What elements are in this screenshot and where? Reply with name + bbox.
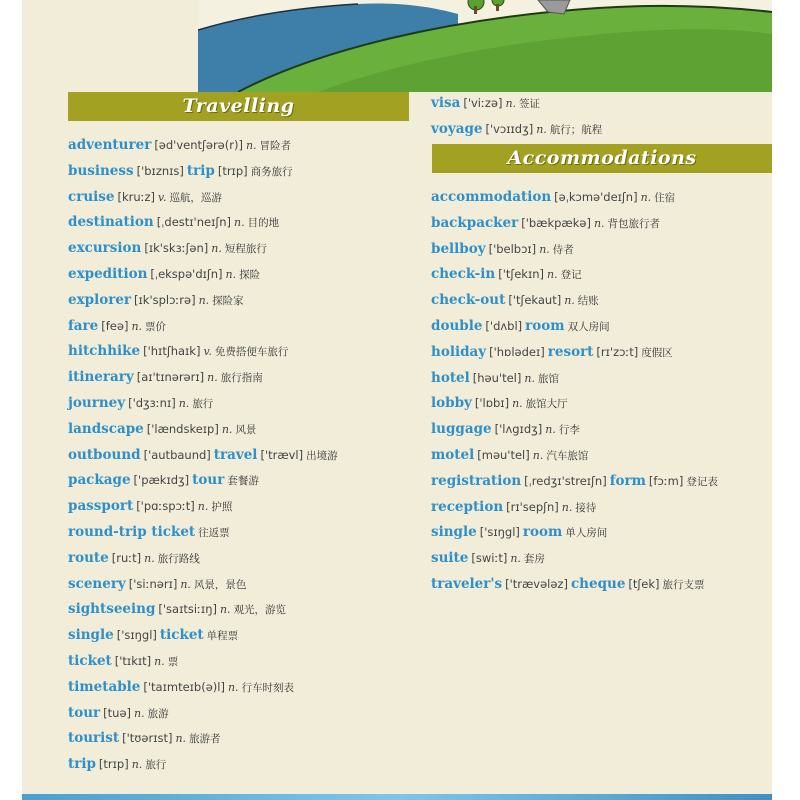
- entry-word: lobby: [431, 395, 472, 412]
- entry-part-of-speech: n.: [640, 191, 652, 204]
- entry-word: holiday: [431, 343, 487, 360]
- entry-phonetic-2: [rɪ'zɔːt]: [596, 344, 639, 359]
- section-header-accommodations: Accommodations: [432, 144, 772, 173]
- hill-illustration: [198, 0, 772, 92]
- entry-meaning: 套餐游: [227, 475, 259, 488]
- entry-word: package: [68, 472, 131, 489]
- entry-phonetic: ['dʒɜːnɪ]: [128, 396, 176, 410]
- entry-phonetic: ['bækpækə]: [521, 215, 591, 230]
- entry-phonetic: ['pækɪdʒ]: [133, 473, 190, 488]
- entry-part-of-speech: n.: [564, 294, 575, 308]
- entry-phonetic: ['bɪznɪs]: [136, 163, 184, 178]
- vocab-entry: [68, 163, 293, 180]
- section-header-travelling: Travelling: [68, 92, 409, 121]
- entry-part-of-speech: n.: [197, 500, 209, 514]
- vocab-entry: [431, 550, 545, 567]
- vocab-entry: [431, 524, 607, 541]
- entry-meaning: 行车时刻表: [241, 681, 295, 694]
- entry-phonetic: ['dʌbl]: [485, 319, 523, 333]
- entry-word-2: travel: [213, 446, 258, 463]
- entry-meaning: 票: [167, 656, 179, 668]
- entry-word: round-trip ticket: [68, 524, 196, 540]
- entry-word: outbound: [68, 446, 141, 463]
- entry-meaning: 风景: [235, 423, 257, 436]
- entry-phonetic: ['sɪŋgl]: [479, 525, 520, 540]
- entry-meaning: 旅行支票: [662, 579, 705, 591]
- entry-word: landscape: [68, 420, 144, 437]
- entry-meaning: 旅游: [147, 707, 169, 720]
- entry-meaning: 旅行: [192, 398, 214, 410]
- entry-meaning: 短程旅行: [224, 243, 267, 256]
- entry-word: single: [431, 524, 477, 541]
- entry-word: double: [431, 318, 483, 334]
- entry-meaning: 航行；航程: [549, 124, 603, 136]
- entry-part-of-speech: n.: [180, 577, 191, 591]
- entry-phonetic: ['belbɔɪ]: [488, 241, 537, 256]
- entry-meaning: 双人房间: [567, 321, 610, 333]
- entry-meaning: 旅馆大厅: [525, 398, 568, 411]
- entry-word: cruise: [68, 188, 115, 205]
- entry-part-of-speech: n.: [593, 216, 605, 230]
- entry-meaning: 度假区: [641, 346, 673, 359]
- entry-word: ticket: [68, 653, 112, 669]
- entry-phonetic: [həu'tel]: [472, 370, 522, 385]
- entry-meaning: 旅游者: [189, 733, 221, 746]
- entry-word: hitchhike: [68, 343, 141, 360]
- entry-word-2: room: [522, 524, 563, 541]
- vocab-entry: [68, 189, 222, 206]
- entry-meaning: 免费搭便车旅行: [214, 346, 289, 359]
- entry-part-of-speech: n.: [221, 422, 233, 436]
- entry-part-of-speech: n.: [219, 603, 231, 617]
- vocab-entry: [431, 215, 660, 232]
- entry-word-2: room: [525, 318, 565, 334]
- entry-word: tour: [68, 704, 101, 721]
- entry-part-of-speech: n.: [505, 97, 517, 110]
- hill-illustration-art: [198, 0, 772, 92]
- entry-meaning: 结账: [577, 295, 599, 308]
- vocab-entry: [68, 576, 246, 593]
- entry-word: motel: [431, 447, 475, 463]
- entry-part-of-speech: v.: [203, 345, 212, 359]
- vocab-entry: [68, 705, 169, 722]
- entry-part-of-speech: n.: [539, 242, 550, 256]
- entry-phonetic: ['hɒlədeɪ]: [489, 344, 545, 359]
- entry-word: voyage: [431, 121, 483, 137]
- entry-word: backpacker: [431, 214, 519, 231]
- vocab-entry: [431, 266, 582, 283]
- vocab-entry: [68, 447, 338, 464]
- entry-word-2: form: [609, 472, 646, 489]
- entry-phonetic: ['hɪtʃhaɪk]: [143, 344, 201, 359]
- entry-part-of-speech: n.: [233, 216, 245, 230]
- entry-phonetic: ['autbaund]: [143, 447, 211, 462]
- entry-phonetic: ['vɔɪɪdʒ]: [485, 122, 534, 136]
- entry-phonetic: [ˌekspə'dɪʃn]: [150, 267, 223, 281]
- entry-phonetic: [feə]: [101, 318, 129, 333]
- entry-meaning: 观光，游览: [233, 604, 287, 617]
- vocab-entry: [68, 137, 291, 154]
- entry-meaning: 汽车旅馆: [546, 450, 589, 462]
- entry-word: accommodation: [431, 189, 552, 205]
- entry-word: destination: [68, 214, 154, 231]
- entry-meaning: 旅行指南: [220, 372, 263, 385]
- entry-phonetic: ['taɪmteɪb(ə)l]: [143, 679, 225, 694]
- entry-meaning: 往返票: [198, 527, 230, 539]
- entry-word: suite: [431, 550, 469, 567]
- vocab-entry: [431, 121, 602, 138]
- entry-word: itinerary: [68, 369, 134, 386]
- entry-meaning: 出境游: [306, 449, 338, 462]
- vocab-entry: [431, 189, 675, 206]
- vocab-entry: [431, 318, 610, 335]
- entry-meaning: 旅馆: [537, 372, 559, 385]
- entry-word: sightseeing: [68, 601, 156, 618]
- entry-meaning: 接待: [575, 501, 597, 514]
- entry-word: timetable: [68, 678, 141, 695]
- entry-phonetic: [məu'tel]: [477, 448, 530, 462]
- entry-meaning: 登记表: [686, 475, 718, 488]
- entry-meaning: 探险: [239, 269, 261, 281]
- vocab-entry: [68, 214, 279, 231]
- entry-phonetic: ['trævələz]: [505, 577, 568, 591]
- entry-part-of-speech: n.: [245, 139, 257, 152]
- entry-word: passport: [68, 498, 134, 515]
- entry-meaning: 背包旅行者: [607, 217, 661, 230]
- entry-phonetic: [kruːz]: [117, 189, 156, 204]
- entry-phonetic: ['lændskeɪp]: [146, 421, 219, 436]
- entry-meaning: 登记: [560, 269, 582, 282]
- vocab-entry: [431, 447, 588, 464]
- entry-word: check-in: [431, 266, 496, 283]
- entry-word: explorer: [68, 291, 132, 308]
- entry-phonetic: [swiːt]: [471, 551, 508, 566]
- entry-part-of-speech: n.: [207, 371, 218, 385]
- entry-part-of-speech: n.: [561, 500, 573, 514]
- entry-phonetic: ['tʃekɪn]: [498, 267, 545, 282]
- entry-phonetic: ['pɑːspɔːt]: [136, 499, 195, 514]
- entry-phonetic-2: [trɪp]: [217, 163, 248, 178]
- entry-part-of-speech: n.: [154, 655, 165, 668]
- entry-part-of-speech: n.: [524, 371, 535, 385]
- entry-part-of-speech: n.: [198, 293, 210, 307]
- entry-word-2: trip: [186, 162, 215, 179]
- entry-part-of-speech: n.: [131, 319, 143, 333]
- entry-phonetic: [aɪ'tɪnərərɪ]: [136, 370, 205, 385]
- entry-part-of-speech: n.: [131, 758, 143, 772]
- entry-phonetic: [tuə]: [103, 705, 132, 720]
- entry-word: fare: [68, 317, 99, 334]
- entry-meaning: 冒险者: [259, 140, 292, 152]
- entry-word: reception: [431, 498, 504, 515]
- entry-meaning: 单程票: [206, 630, 239, 643]
- entry-meaning: 套房: [523, 553, 545, 566]
- vocab-entry: [431, 344, 673, 361]
- vocab-entry: [68, 472, 259, 489]
- entry-phonetic: ['tʊərɪst]: [122, 731, 173, 746]
- entry-word: journey: [68, 395, 126, 411]
- entry-part-of-speech: n.: [227, 680, 239, 694]
- entry-meaning: 旅行路线: [157, 552, 200, 565]
- entry-word-2: cheque: [570, 576, 626, 592]
- vocab-entry: [431, 473, 718, 490]
- entry-meaning: 签证: [519, 98, 541, 110]
- entry-word-2: ticket: [159, 627, 204, 644]
- entry-meaning: 旅行: [145, 759, 167, 772]
- entry-part-of-speech: n.: [545, 423, 556, 437]
- entry-phonetic-2: [tʃek]: [628, 577, 660, 591]
- entry-word-2: resort: [547, 343, 594, 360]
- vocab-entry: [68, 240, 267, 257]
- vocab-entry: [68, 292, 244, 309]
- entry-part-of-speech: n.: [178, 397, 190, 410]
- entry-phonetic: [ˌdestɪ'neɪʃn]: [156, 215, 231, 230]
- entry-word: expedition: [68, 266, 148, 282]
- entry-part-of-speech: n.: [532, 449, 544, 462]
- vocab-entry: [68, 266, 260, 283]
- vocab-entry: [68, 498, 232, 515]
- entry-phonetic: [ɪk'skɜːʃən]: [144, 241, 209, 256]
- entry-phonetic: ['lʌgɪdʒ]: [494, 422, 543, 437]
- entry-word: route: [68, 549, 109, 566]
- entry-phonetic: [rɪ'sepʃn]: [506, 499, 559, 514]
- entry-phonetic: ['siːnərɪ]: [128, 576, 178, 591]
- entry-meaning: 护照: [211, 501, 233, 514]
- entry-phonetic: [trɪp]: [98, 757, 129, 772]
- entry-part-of-speech: n.: [510, 552, 521, 566]
- entry-meaning: 票价: [145, 320, 167, 333]
- vocab-entry: [431, 395, 568, 412]
- vocab-entry: [431, 292, 599, 309]
- entry-part-of-speech: n.: [512, 397, 523, 411]
- entry-word: business: [68, 162, 134, 179]
- entry-word: visa: [431, 95, 461, 111]
- entry-meaning: 风景，景色: [193, 578, 247, 591]
- entry-phonetic: [ˌredʒɪ'streɪʃn]: [524, 473, 607, 488]
- entry-part-of-speech: v.: [158, 190, 167, 204]
- vocab-entry: [68, 524, 230, 541]
- vocab-entry: [68, 627, 238, 644]
- entry-part-of-speech: n.: [225, 268, 237, 281]
- entry-phonetic: [ɪk'splɔːrə]: [134, 292, 196, 307]
- entry-word: check-out: [431, 292, 506, 309]
- vocab-entry: [68, 679, 294, 696]
- entry-phonetic: ['tʃekaut]: [508, 293, 562, 308]
- entry-word: traveler's: [431, 576, 503, 592]
- vocab-entry: [431, 499, 596, 516]
- entry-word: excursion: [68, 240, 142, 257]
- entry-meaning: 住宿: [654, 192, 676, 204]
- vocab-entry: [431, 421, 580, 438]
- entry-phonetic: ['viːzə]: [463, 96, 503, 110]
- entry-part-of-speech: n.: [211, 242, 222, 256]
- vocab-entry: [431, 241, 574, 258]
- entry-meaning: 侍者: [552, 243, 574, 256]
- vocab-entry: [431, 576, 705, 593]
- vocab-entry: [68, 730, 221, 747]
- bottom-color-strip: [22, 794, 772, 800]
- vocab-entry: [68, 601, 286, 618]
- entry-meaning: 探险家: [212, 294, 244, 307]
- entry-phonetic: ['tɪkɪt]: [114, 654, 152, 668]
- entry-phonetic: ['saɪtsiːɪŋ]: [158, 602, 217, 617]
- entry-phonetic: ['lɒbɪ]: [474, 396, 510, 411]
- vocab-entry: [68, 369, 263, 386]
- entry-word: luggage: [431, 421, 492, 438]
- entry-part-of-speech: n.: [134, 706, 145, 720]
- entry-word: trip: [68, 756, 96, 773]
- entry-part-of-speech: n.: [547, 268, 558, 282]
- entry-word: tourist: [68, 730, 120, 747]
- entry-word-2: tour: [192, 472, 225, 489]
- entry-part-of-speech: n.: [144, 551, 155, 565]
- entry-meaning: 巡航，巡游: [169, 191, 222, 204]
- entry-phonetic-2: [fɔːm]: [648, 473, 684, 488]
- entry-part-of-speech: n.: [175, 732, 187, 746]
- vocab-entry: [68, 395, 213, 412]
- entry-word: bellboy: [431, 240, 486, 257]
- entry-word: registration: [431, 472, 522, 489]
- entry-word: adventurer: [68, 137, 152, 153]
- entry-word: single: [68, 627, 114, 644]
- entry-phonetic-2: ['trævl]: [260, 447, 304, 462]
- vocab-entry: [431, 370, 559, 387]
- entry-word: hotel: [431, 369, 470, 386]
- vocab-entry: [68, 653, 178, 670]
- entry-meaning: 商务旅行: [250, 165, 293, 178]
- vocab-entry: [68, 756, 166, 773]
- entry-part-of-speech: n.: [536, 123, 547, 136]
- entry-meaning: 单人房间: [565, 527, 608, 540]
- entry-phonetic: ['sɪŋgl]: [116, 628, 157, 643]
- entry-phonetic: [əd'ventʃərə(r)]: [154, 138, 243, 152]
- entry-meaning: 目的地: [247, 217, 280, 230]
- vocab-entry: [68, 421, 256, 438]
- vocab-entry: [68, 343, 288, 360]
- entry-phonetic: [əˌkɔmə'deɪʃn]: [554, 190, 638, 204]
- vocab-entry: [431, 95, 540, 112]
- entry-word: scenery: [68, 575, 126, 592]
- entry-phonetic: [ruːt]: [111, 550, 142, 565]
- vocab-entry: [68, 318, 166, 335]
- vocab-entry: [68, 550, 200, 567]
- entry-meaning: 行李: [558, 424, 580, 437]
